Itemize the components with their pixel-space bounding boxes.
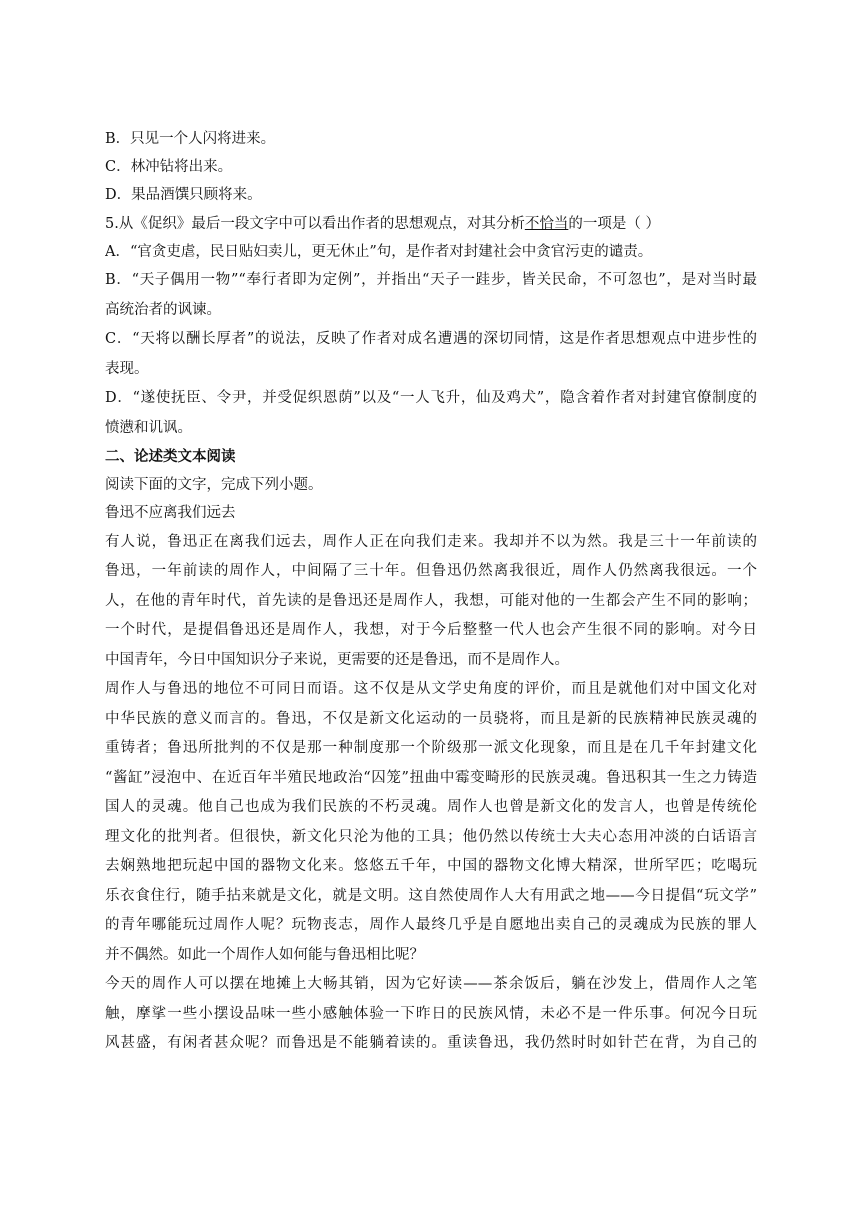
q4-option-b: B．只见一个人闪将进来。	[105, 131, 276, 147]
paragraph-line: 周作人与鲁迅的地位不可同日而语。这不仅是从文学史角度的评价，而且是就他们对中国文化对	[105, 681, 757, 698]
paragraph-line: 并不偶然。如此一个周作人如何能与鲁迅相比呢？	[105, 946, 424, 963]
q5-option-c	[105, 325, 757, 384]
q5-stem-underlined: 不恰当	[524, 215, 569, 232]
paragraph-line: 鲁迅，一年前读的周作人，中间隔了三十年。但鲁迅仍然离我很近，周作人仍然离我很远。一个	[105, 563, 757, 580]
q4-option-c: C．林冲钻将出来。	[105, 159, 233, 176]
q5-option-d	[105, 384, 757, 443]
paragraph-line: 去娴熟地把玩起中国的器物文化来。悠悠五千年，中国的器物文化博大精深，世所罕匹；吃喝玩	[105, 858, 757, 875]
q5-stem	[105, 210, 757, 238]
paragraph-line: 触，摩挲一些小摆设品味一些小感触体验一下昨日的民族风情，未必不是一件乐事。何况今日玩	[105, 1005, 757, 1022]
article-paragraph-3	[105, 970, 757, 1059]
paragraph-line: 的青年哪能玩过周作人呢？玩物丧志，周作人最终几乎是自愿地出卖自己的灵魂成为民族的罪人	[105, 917, 757, 934]
q5-option-c-line: 表现。	[105, 360, 149, 377]
section-instruction: 阅读下面的文字，完成下列小题。	[105, 477, 323, 494]
q4-option-d: D．果品酒馔只顾将来。	[105, 187, 262, 204]
q5-option-b-line: B．“天子偶用一物”“奉行者即为定例”，并指出“天子一跬步，皆关民命，不可忽也”，是对当时最	[105, 272, 757, 289]
paragraph-line: 有人说，鲁迅正在离我们远去，周作人正在向我们走来。我却并不以为然。我是三十一年前读的	[105, 533, 757, 550]
page-content	[105, 125, 757, 1059]
q5-stem-pre: 5.从《促织》最后一段文字中可以看出作者的思想观点，对其分析	[105, 215, 525, 232]
paragraph-line: 国人的灵魂。他自己也成为我们民族的不朽灵魂。周作人也曾是新文化的发言人，也曾是传统伦	[105, 799, 757, 816]
paragraph-line: “酱缸”浸泡中、在近百年半殖民地政治“囚笼”扭曲中霉变畸形的民族灵魂。鲁迅积其一生之力铸造	[105, 769, 757, 786]
paragraph-line: 中华民族的意义而言的。鲁迅，不仅是新文化运动的一员骁将，而且是新的民族精神民族灵魂的	[105, 710, 757, 727]
q5-option-b	[105, 266, 757, 325]
section-heading: 二、论述类文本阅读	[105, 449, 236, 466]
article-paragraph-1	[105, 528, 757, 676]
q5-option-d-line: 愤懑和讥讽。	[105, 419, 192, 436]
q5-option-b-line: 高统治者的讽谏。	[105, 301, 221, 318]
paragraph-line: 一个时代，是提倡鲁迅还是周作人，我想，对于今后整整一代人也会产生很不同的影响。对今日	[105, 622, 757, 639]
paragraph-line: 中国青年，今日中国知识分子来说，更需要的还是鲁迅，而不是周作人。	[105, 651, 569, 668]
paragraph-line: 重铸者；鲁迅所批判的不仅是那一种制度那一个阶级那一派文化现象，而且是在几千年封建文化	[105, 740, 757, 757]
paragraph-line: 今天的周作人可以摆在地摊上大畅其销，因为它好读——茶余饭后，躺在沙发上，借周作人之笔	[105, 976, 757, 993]
q5-option-d-line: D．“遂使抚臣、令尹，并受促织恩荫”以及“一人飞升，仙及鸡犬”，隐含着作者对封建官僚制度的	[105, 390, 757, 407]
article-title: 鲁迅不应离我们远去	[105, 505, 236, 522]
paragraph-line: 理文化的批判者。但很快，新文化只沦为他的工具；他仍然以传统士大夫心态用冲淡的白话语言	[105, 828, 757, 845]
paragraph-line: 乐衣食住行，随手拈来就是文化，就是文明。这自然使周作人大有用武之地——今日提倡“玩文学”	[105, 887, 757, 904]
q5-option-c-line: C．“天将以酬长厚者”的说法，反映了作者对成名遭遇的深切同情，这是作者思想观点中进步性的	[105, 331, 757, 348]
paragraph-line: 风甚盛，有闲者甚众呢？而鲁迅是不能躺着读的。重读鲁迅，我仍然时时如针芒在背，为自己的	[105, 1035, 757, 1052]
q5-option-a: A．“官贪吏虐，民日贴妇卖儿，更无休止”句，是作者对封建社会中贪官污吏的谴责。	[105, 243, 653, 260]
article-paragraph-2	[105, 675, 757, 970]
paragraph-line: 人，在他的青年时代，首先读的是鲁迅还是周作人，我想，可能对他的一生都会产生不同的影响；	[105, 592, 757, 609]
q5-stem-post: 的一项是（ ）	[568, 215, 660, 232]
